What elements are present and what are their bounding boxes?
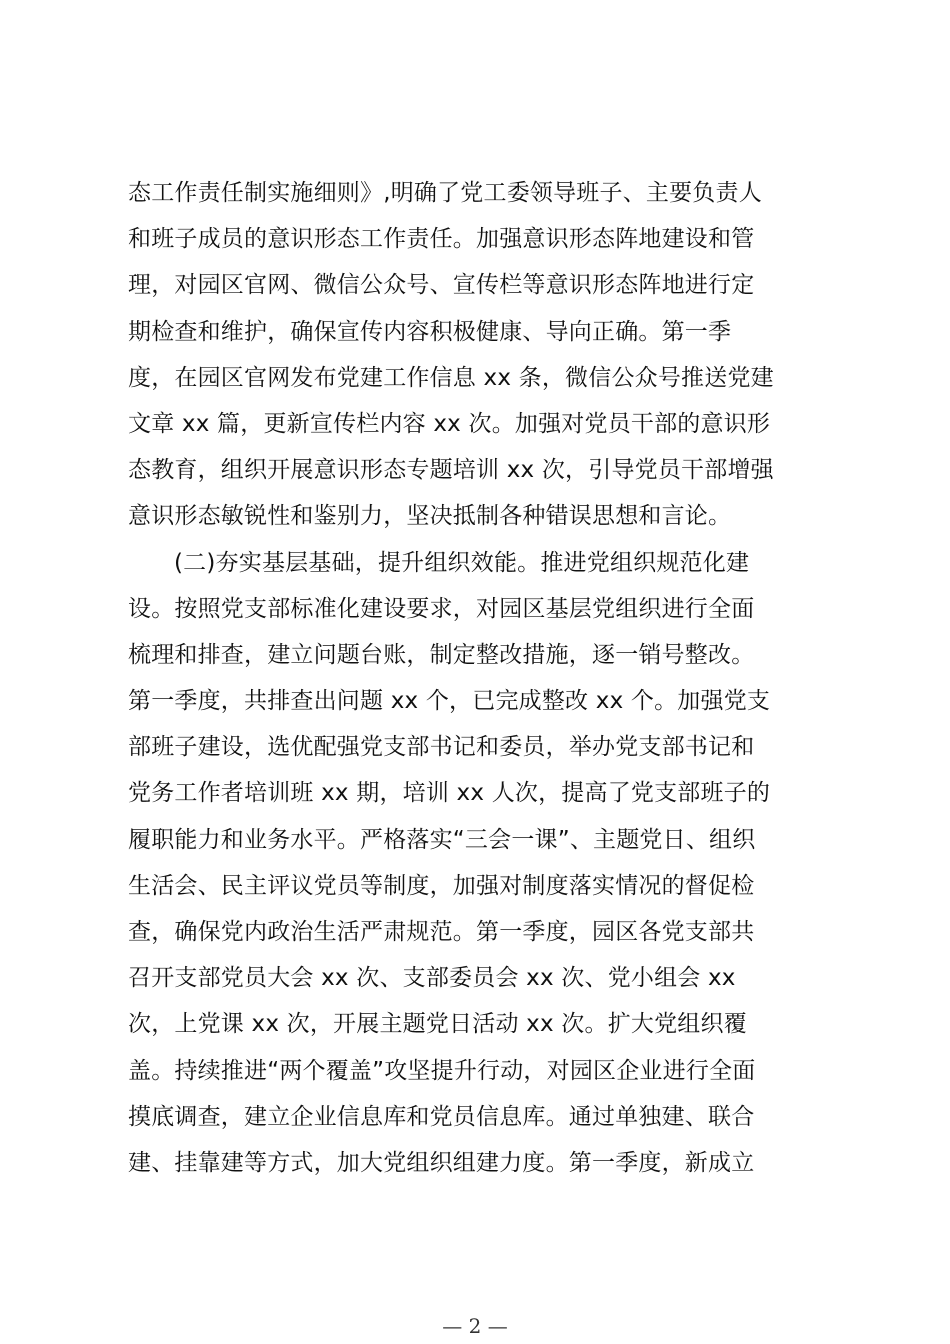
text-line: 第一季度，共排查出问题 xx 个，已完成整改 xx 个。加强党支 bbox=[128, 688, 771, 715]
text-line: 党务工作者培训班 xx 期，培训 xx 人次，提高了党支部班子的 bbox=[128, 780, 771, 807]
text-line: 摸底调查，建立企业信息库和党员信息库。通过单独建、联合 bbox=[128, 1103, 755, 1130]
text-line: 度，在园区官网发布党建工作信息 xx 条，微信公众号推送党建 bbox=[128, 364, 774, 391]
text-line: 建、挂靠建等方式，加大党组织组建力度。第一季度，新成立 bbox=[128, 1149, 755, 1176]
text-line: 态教育，组织开展意识形态专题培训 xx 次，引导党员干部增强 bbox=[128, 457, 774, 484]
text-line: 次，上党课 xx 次，开展主题党日活动 xx 次。扩大党组织覆 bbox=[128, 1011, 747, 1038]
text-line: 查，确保党内政治生活严肃规范。第一季度，园区各党支部共 bbox=[128, 919, 755, 945]
text-line: 态工作责任制实施细则》,明确了党工委领导班子、主要负责人 bbox=[128, 180, 762, 206]
text-line: 履职能力和业务水平。严格落实“三会一课”、主题党日、组织 bbox=[128, 826, 756, 853]
section-heading-line: (二)夯实基层基础，提升组织效能。推进党组织规范化建 bbox=[174, 549, 750, 576]
text-line: 部班子建设，选优配强党支部书记和委员，举办党支部书记和 bbox=[128, 734, 755, 761]
text-line: 盖。持续推进“两个覆盖”攻坚提升行动，对园区企业进行全面 bbox=[128, 1057, 756, 1084]
text-line: 意识形态敏锐性和鉴别力，坚决抵制各种错误思想和言论。 bbox=[128, 503, 732, 530]
text-line: 生活会、民主评议党员等制度，加强对制度落实情况的督促检 bbox=[128, 872, 755, 899]
text-line: 文章 xx 篇，更新宣传栏内容 xx 次。加强对党员干部的意识形 bbox=[128, 410, 771, 437]
text-line: 设。按照党支部标准化建设要求，对园区基层党组织进行全面 bbox=[128, 595, 755, 622]
body-text bbox=[128, 170, 828, 1186]
text-line: 梳理和排查，建立问题台账，制定整改措施，逐一销号整改。 bbox=[128, 641, 755, 668]
text-line: 和班子成员的意识形态工作责任。加强意识形态阵地建设和管 bbox=[128, 226, 755, 253]
text-line: 理，对园区官网、微信公众号、宣传栏等意识形态阵地进行定 bbox=[128, 272, 755, 299]
page-number: — 2 — bbox=[442, 1314, 508, 1338]
text-line: 召开支部党员大会 xx 次、支部委员会 xx 次、党小组会 xx bbox=[128, 965, 736, 992]
text-line: 期检查和维护，确保宣传内容积极健康、导向正确。第一季 bbox=[128, 318, 732, 345]
